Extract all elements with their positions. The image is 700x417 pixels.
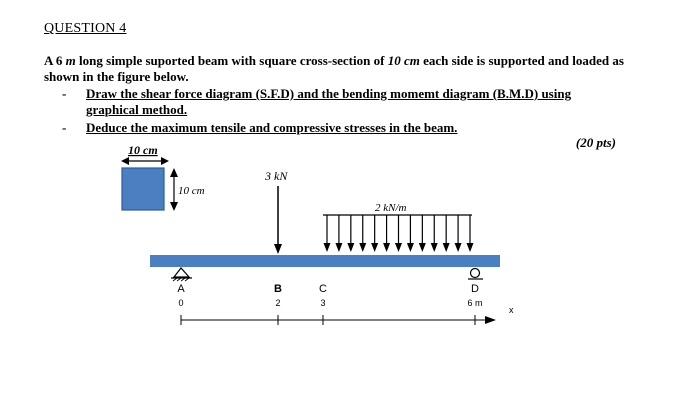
- distributed-load: [323, 202, 474, 252]
- problem-statement: A 6 m long simple suported beam with square cross-section of 10 cm each side is supported and loaded as shown in the figure below.: [44, 53, 624, 84]
- udl-arrow-head: [467, 243, 474, 252]
- udl-arrow-head: [407, 243, 414, 252]
- point-load-label: 3 kN: [265, 169, 288, 183]
- point-load: [264, 169, 288, 254]
- point-d-name: D: [471, 283, 479, 295]
- task-text: Deduce the maximum tensile and compressive stresses in the beam.: [86, 120, 458, 135]
- udl-arrow-head: [335, 243, 342, 252]
- point-c-x: 3: [320, 298, 326, 308]
- udl-arrow-head: [347, 243, 354, 252]
- udl-arrow-head: [455, 243, 462, 252]
- task-text: Draw the shear force diagram (S.F.D) and the bending momemt diagram (B.M.D) using: [86, 86, 572, 101]
- udl-arrow-head: [383, 243, 390, 252]
- x-axis: [181, 305, 514, 325]
- roller-support-d: [468, 269, 483, 280]
- udl-arrows: [324, 215, 474, 252]
- udl-arrow-head: [324, 243, 331, 252]
- point-a-x: 0: [178, 298, 184, 308]
- section-height-dimension: [170, 168, 205, 211]
- question-heading: QUESTION 4: [44, 21, 127, 36]
- points-value: (20 pts): [575, 135, 616, 150]
- point-d-x: 6 m: [467, 298, 483, 308]
- bullet-dash: -: [62, 86, 67, 101]
- section-height-label: 10 cm: [178, 185, 205, 197]
- udl-arrow-head: [431, 243, 438, 252]
- beam: [150, 255, 500, 267]
- point-labels: [177, 283, 482, 308]
- point-c-name: C: [319, 283, 327, 295]
- section-width-dimension: [121, 143, 169, 165]
- point-b-name: B: [274, 283, 282, 295]
- distributed-load-label: 2 kN/m: [375, 202, 407, 214]
- point-a-name: A: [177, 283, 185, 295]
- udl-arrow-head: [395, 243, 402, 252]
- pin-support-a: [171, 268, 192, 281]
- udl-arrow-head: [443, 243, 450, 252]
- udl-arrow-head: [359, 243, 366, 252]
- x-axis-label: x: [509, 305, 514, 315]
- udl-arrow-head: [419, 243, 426, 252]
- section-width-label: 10 cm: [128, 143, 158, 157]
- cross-section-square: [122, 168, 164, 210]
- bullet-dash: -: [62, 120, 67, 135]
- task-text-continued: graphical method.: [86, 102, 188, 117]
- udl-arrow-head: [371, 243, 378, 252]
- point-b-x: 2: [275, 298, 281, 308]
